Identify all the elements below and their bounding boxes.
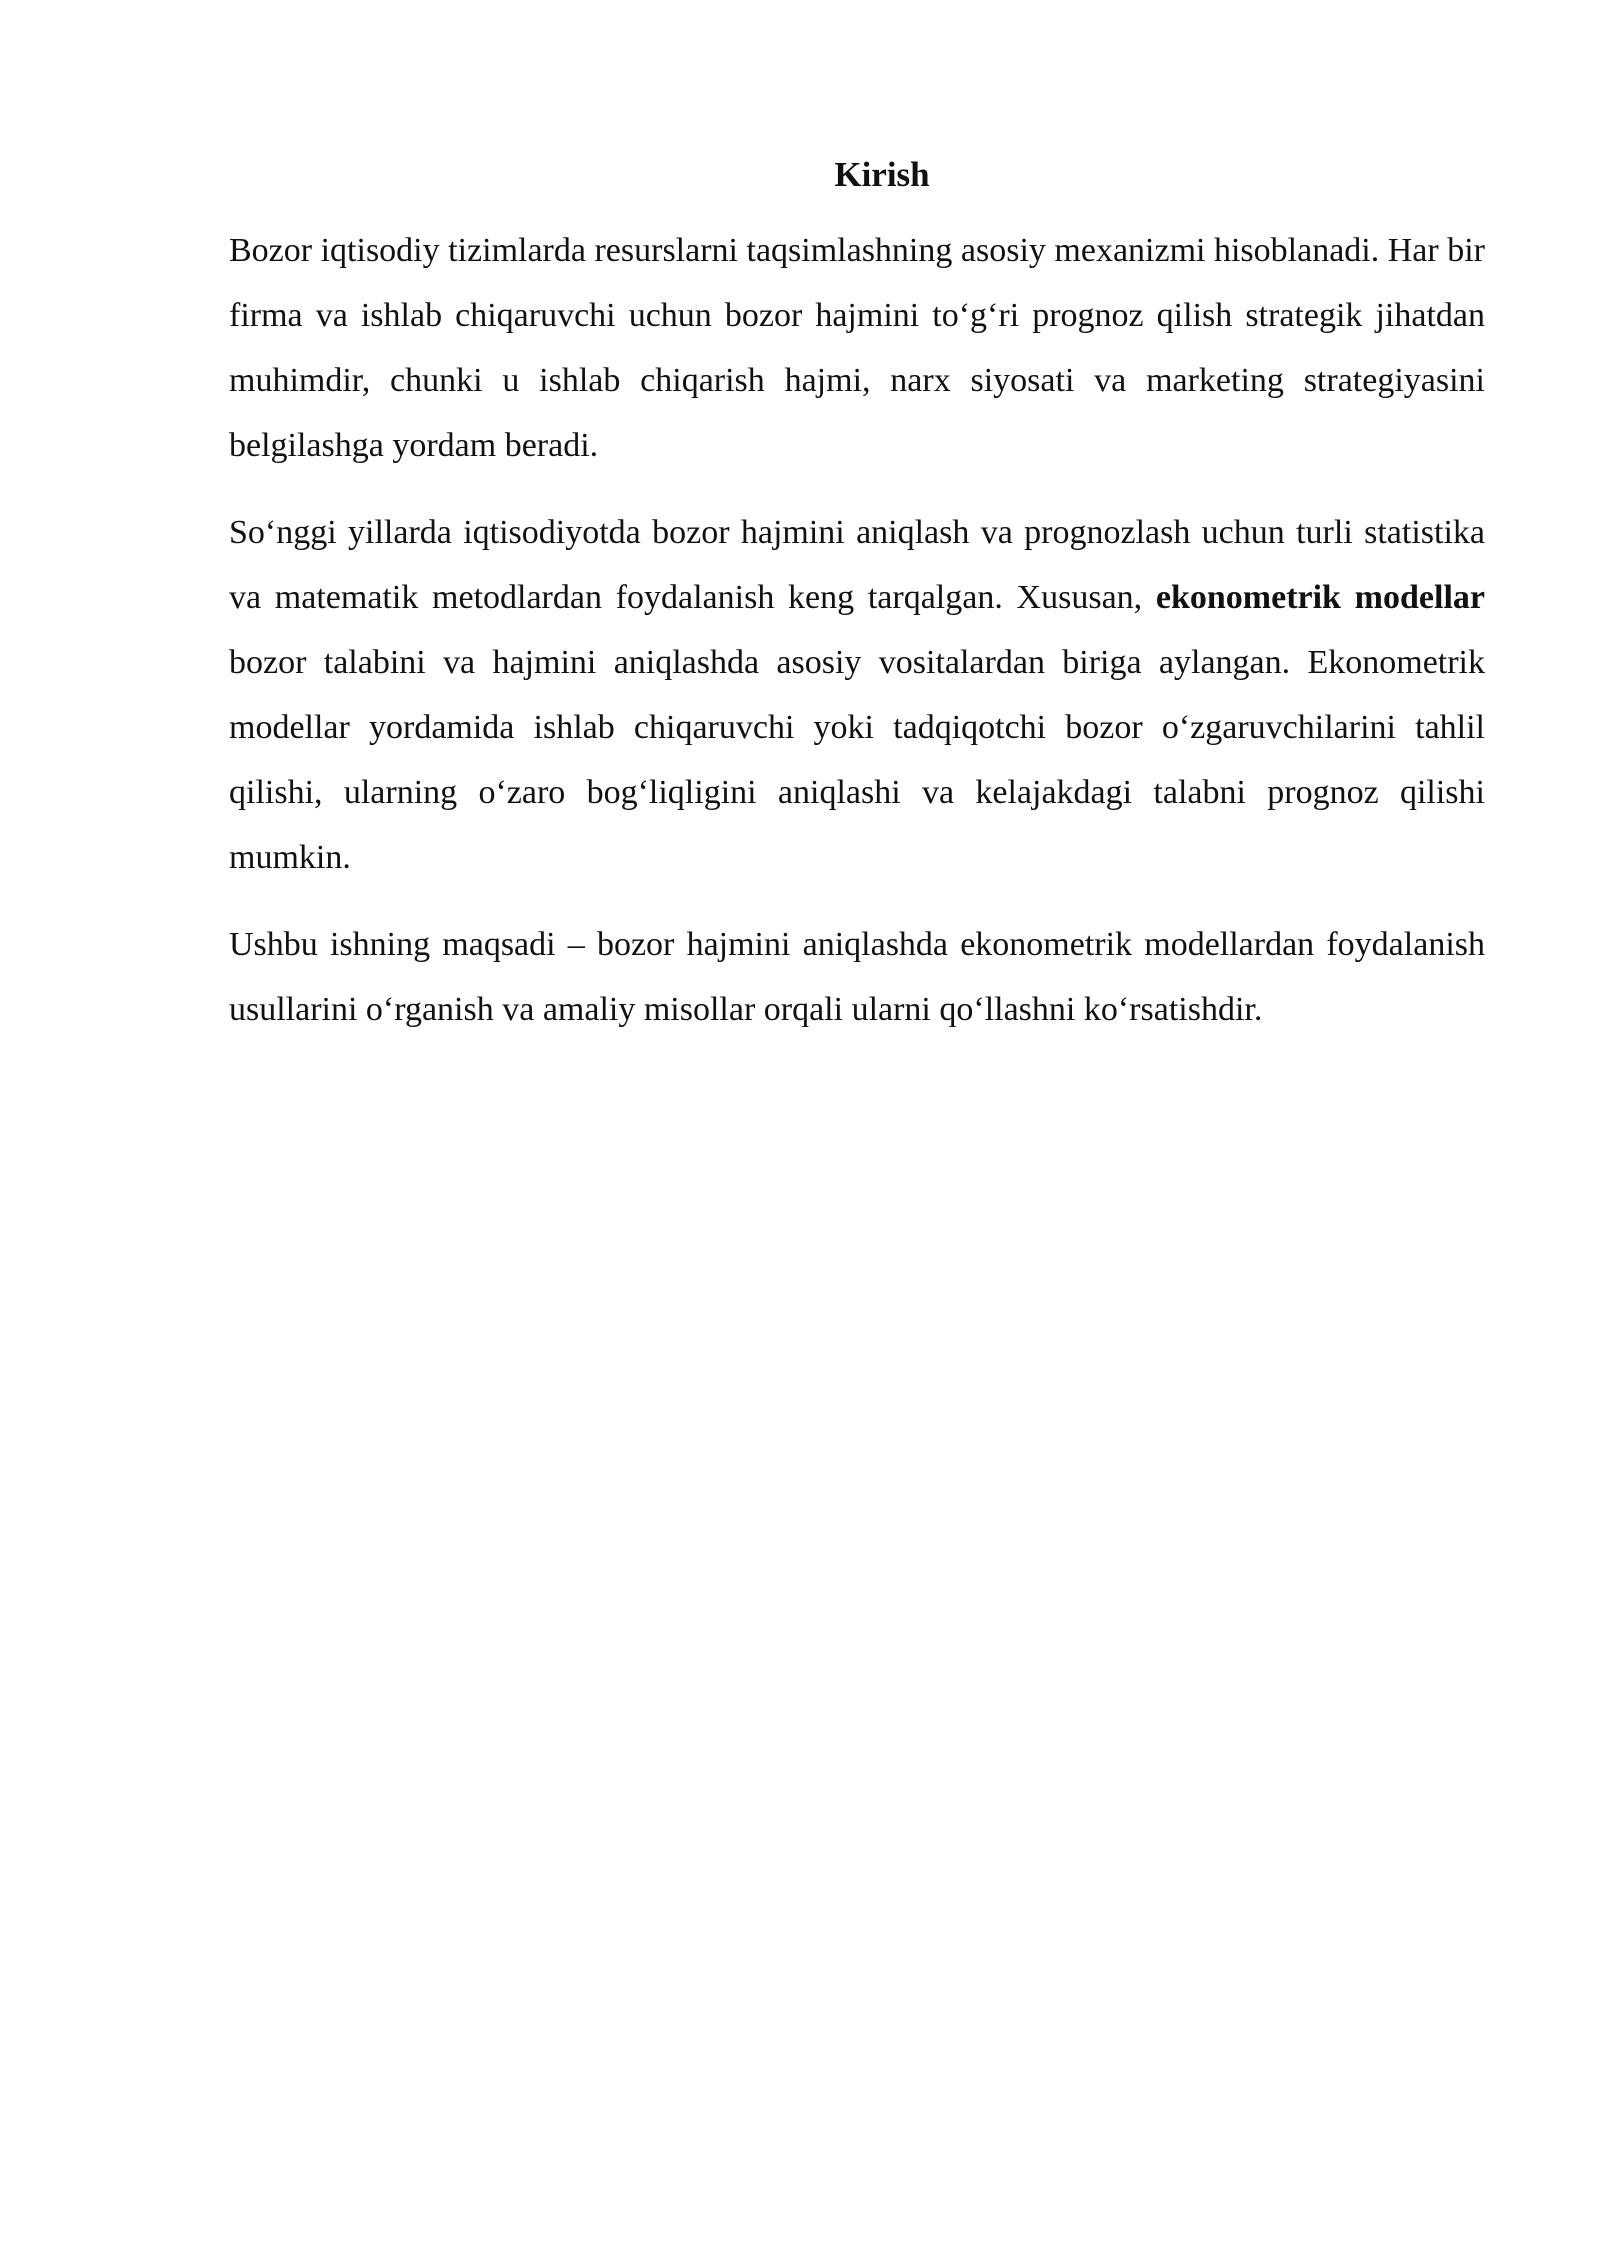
- section-heading: Kirish: [834, 155, 930, 194]
- paragraph-methods: [229, 500, 1485, 890]
- document-body: [229, 138, 1485, 1064]
- paragraph-methods-text-end: bozor talabini va hajmini aniqlashda asosiy vositalardan biriga aylangan. Ekonometrik modellar yordamida ishlab chiqaruvchi yoki tadqiqotchi bozor o‘zgaruvchilarini tahlil qilishi, ularning o‘zaro bog‘liqligini aniqlashi va kelajakdagi talabni prognoz qilishi mumkin.: [229, 644, 1485, 876]
- paragraph-goal: Ushbu ishning maqsadi – bozor hajmini aniqlashda ekonometrik modellardan foydalanish usullarini o‘rganish va amaliy misollar orqali ularni qo‘llashni ko‘rsatishdir.: [229, 926, 1485, 1028]
- paragraph-intro: Bozor iqtisodiy tizimlarda resurslarni taqsimlashning asosiy mexanizmi hisoblanadi. Har bir firma va ishlab chiqaruvchi uchun bozor hajmini to‘g‘ri prognoz qilish strategik jihatdan muhimdir, chunki u ishlab chiqarish hajmi, narx siyosati va marketing strategiyasini belgilashga yordam beradi.: [229, 232, 1485, 464]
- paragraph-methods-text-start: So‘nggi yillarda iqtisodiyotda bozor hajmini aniqlash va prognozlash uchun turli statistika va matematik metodlardan foydalanish keng tarqalgan. Xususan,: [229, 514, 1485, 616]
- paragraph-methods-bold-term: ekonometrik modellar: [1155, 579, 1485, 616]
